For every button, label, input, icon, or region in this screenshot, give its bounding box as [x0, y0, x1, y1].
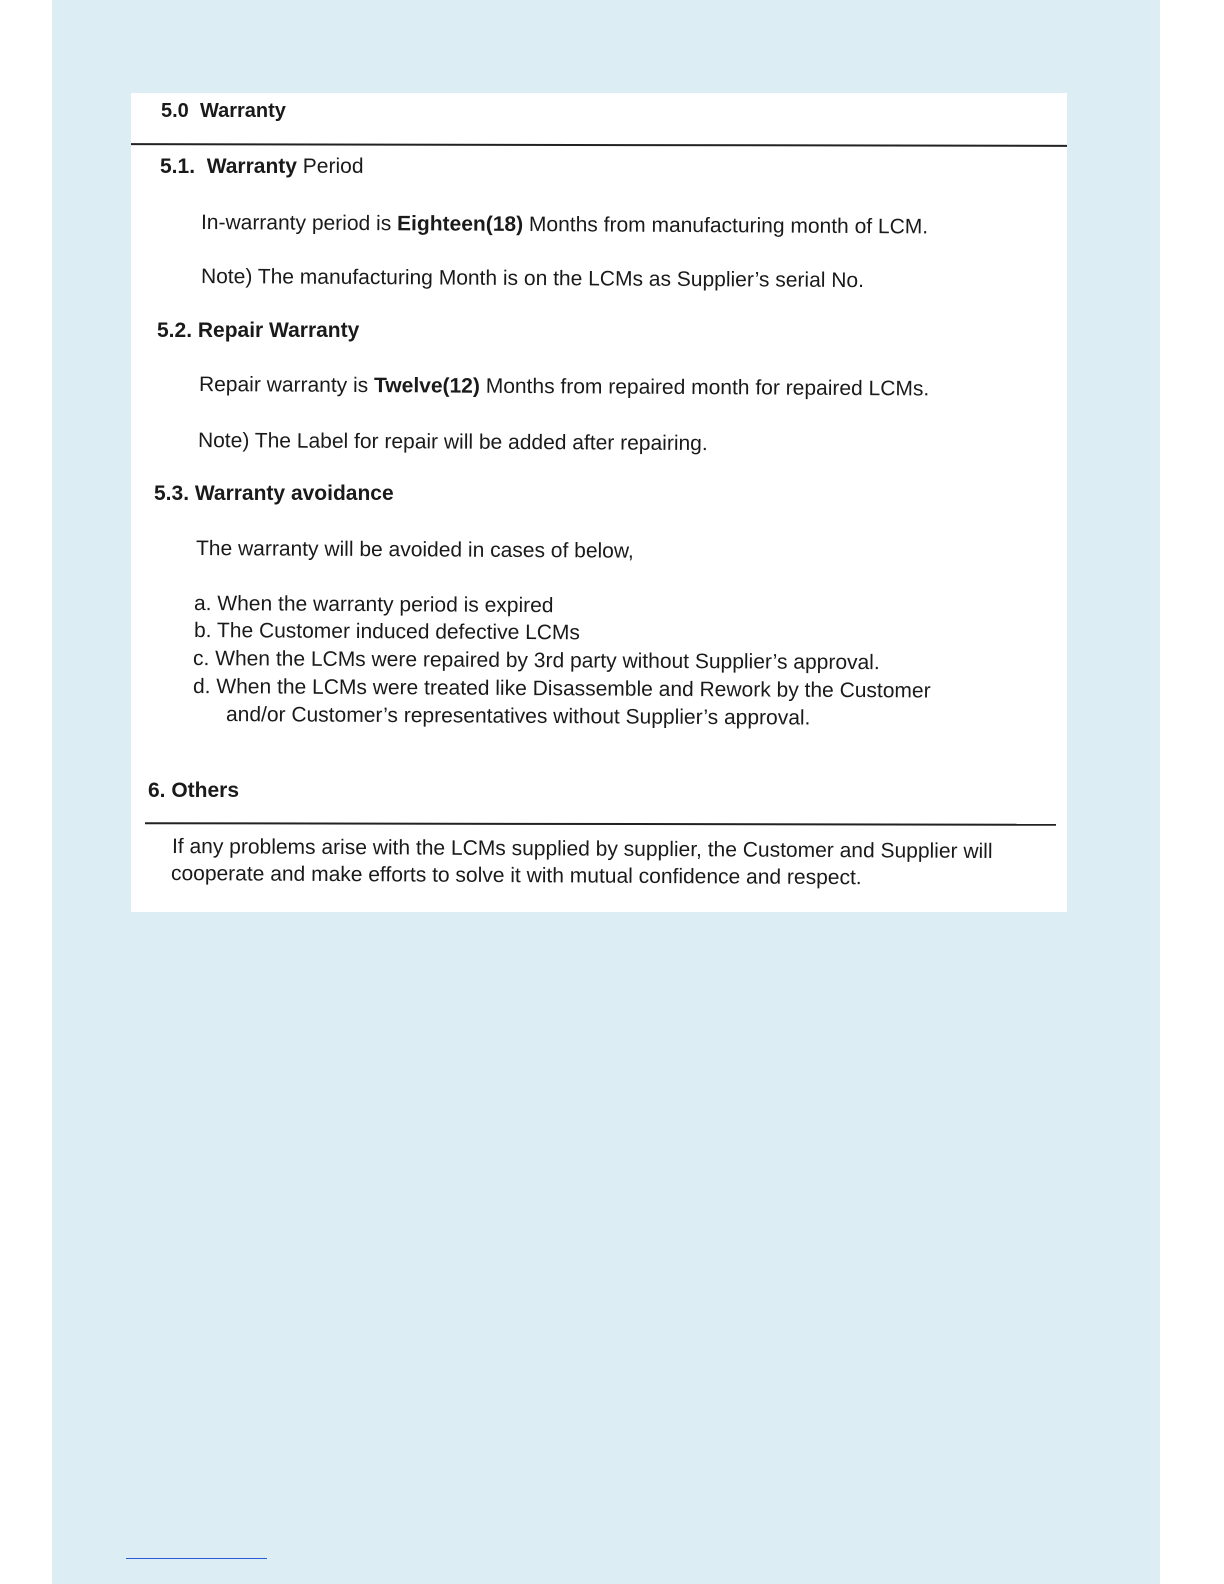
others-paragraph-line: If any problems arise with the LCMs supplied by supplier, the Customer and Supplier will [171, 835, 993, 864]
section-5-3-heading: 5.3. Warranty avoidance [154, 482, 394, 505]
section-6-divider [145, 822, 1056, 826]
warranty-period-note: Note) The manufacturing Month is on the LCMs as Supplier’s serial No. [200, 265, 865, 293]
section-5-title: Warranty [199, 100, 286, 122]
others-paragraph-line: cooperate and make efforts to solve it with mutual confidence and respect. [170, 862, 862, 890]
list-item: b. The Customer induced defective LCMs [193, 619, 581, 645]
document-sheet [131, 93, 1067, 912]
list-item: a. When the warranty period is expired [193, 592, 554, 618]
page-margin [1160, 0, 1224, 1584]
list-item: d. When the LCMs were treated like Disassemble and Rework by the Customer [192, 675, 931, 703]
section-5-divider [131, 143, 1067, 147]
section-5-number: 5.0 [161, 100, 189, 122]
list-item-continuation: and/or Customer’s representatives without Supplier’s approval. [225, 703, 811, 730]
warranty-avoidance-intro: The warranty will be avoided in cases of below, [195, 537, 634, 563]
list-item: c. When the LCMs were repaired by 3rd party without Supplier’s approval. [192, 647, 880, 675]
section-5-heading [161, 99, 286, 123]
repair-warranty-note: Note) The Label for repair will be added after repairing. [197, 429, 708, 456]
twelve-months-value: Twelve(12) [374, 374, 480, 398]
eighteen-months-value: Eighteen(18) [397, 212, 524, 236]
footnote-separator [126, 1558, 267, 1559]
section-5-1-heading [160, 155, 364, 179]
repair-warranty-text: Repair warranty is Twelve(12) Months from repaired month for repaired LCMs. [198, 373, 930, 401]
section-5-1-title-bold: Warranty [206, 155, 297, 178]
section-5-1-title-rest: Period [302, 155, 364, 178]
section-6-heading: 6. Others [148, 779, 240, 802]
warranty-period-text: In-warranty period is Eighteen(18) Months from manufacturing month of LCM. [200, 211, 929, 239]
section-5-1-number: 5.1. [160, 155, 196, 178]
section-5-2-heading: 5.2. Repair Warranty [157, 319, 360, 342]
